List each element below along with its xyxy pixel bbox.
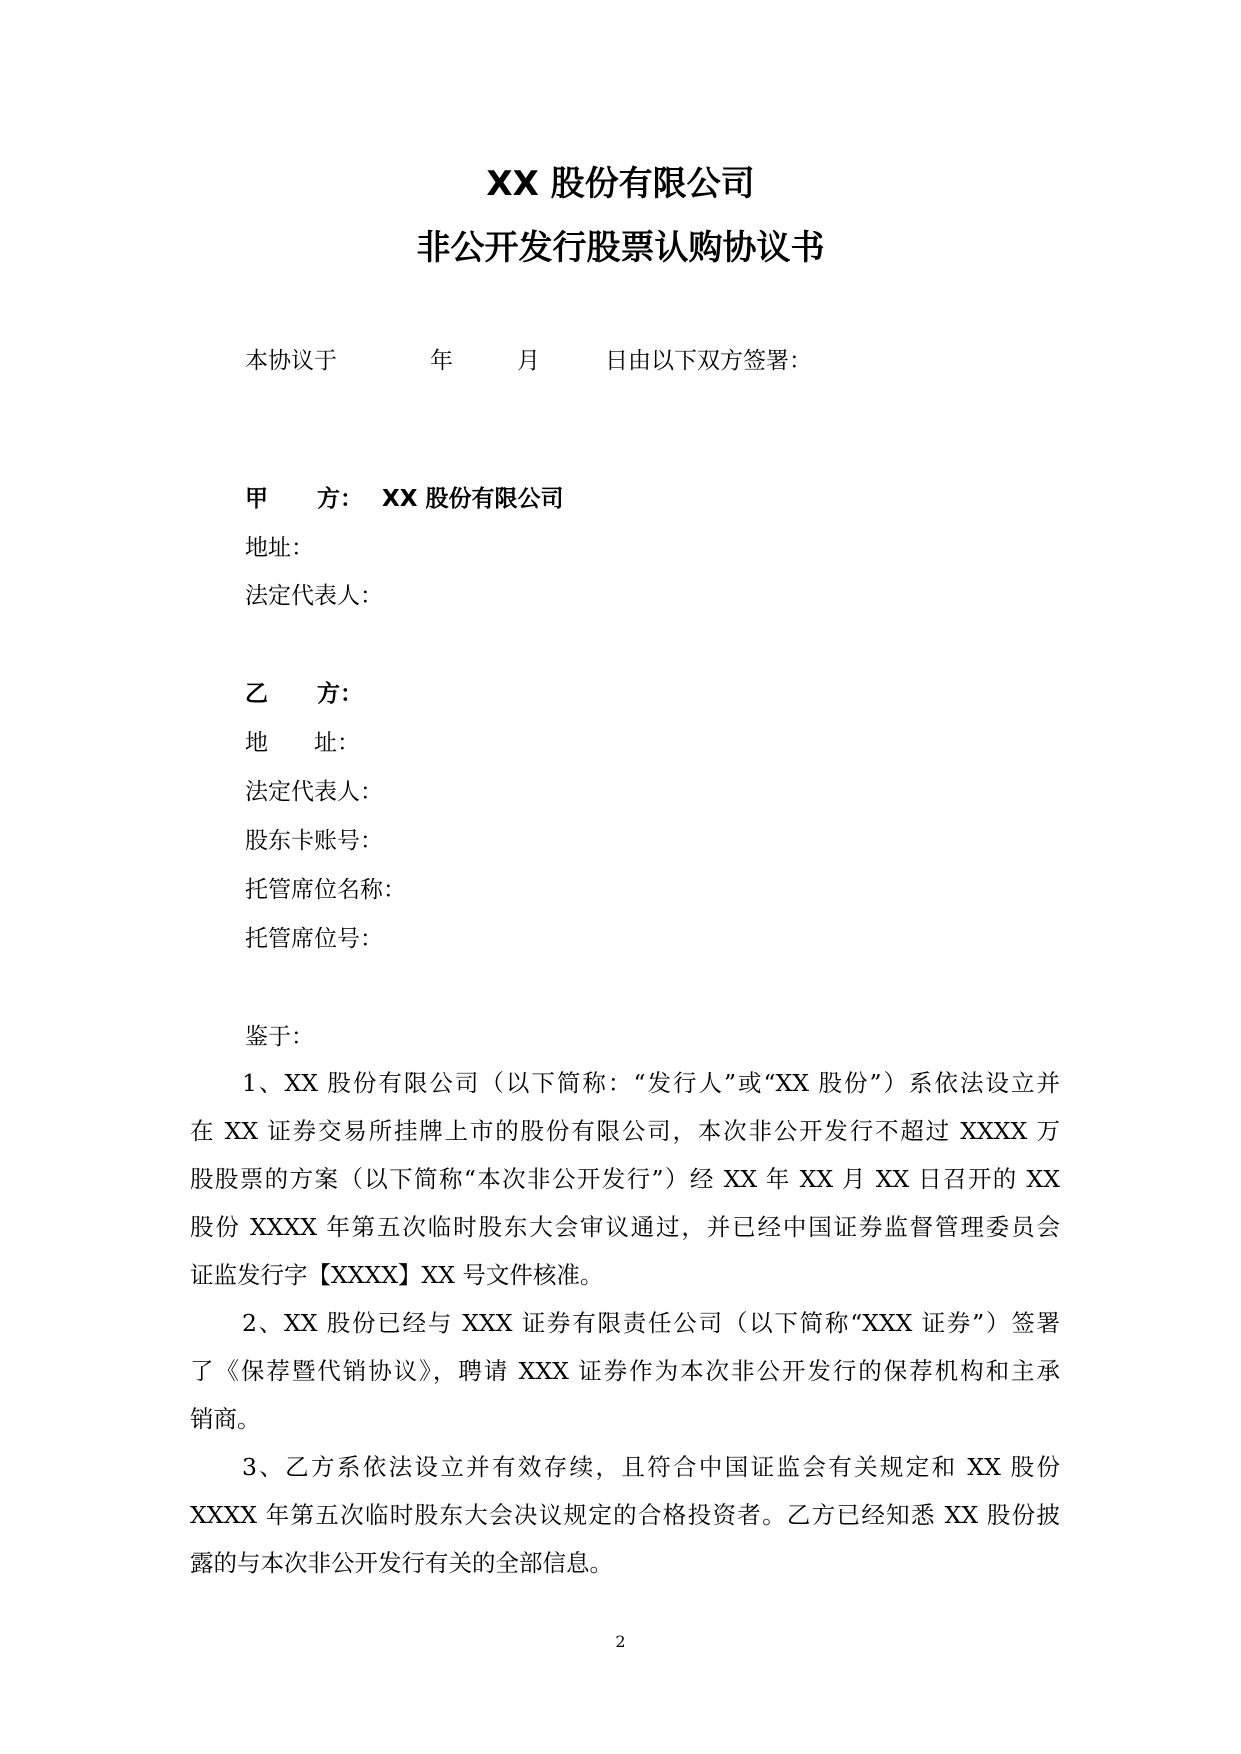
date-suffix: 日由以下双方签署： [605,348,812,374]
party-b-legal-rep: 法定代表人： [245,779,383,805]
page-number: 2 [615,1632,626,1651]
clause-line: 3、乙方系依法设立并有效存续，且符合中国证监会有关规定和 XX 股份 [242,1453,1060,1481]
party-a-label-1: 甲 [245,486,268,512]
date-prefix: 本协议于 [245,348,337,374]
date-year-label: 年 [430,348,453,374]
clause-line: 2、XX 股份已经与 XXX 证券有限责任公司（以下简称“XXX 证券”）签署 [242,1309,1060,1337]
clause-line: 1、XX 股份有限公司（以下简称：“发行人”或“XX 股份”）系依法设立并 [242,1069,1060,1097]
clause-3 [190,1443,1060,1587]
party-b-label-1: 乙 [245,681,268,707]
clause-line: 销商。 [190,1405,261,1433]
party-b-seat-no: 托管席位号： [245,926,383,952]
clause-line: 了《保荐暨代销协议》，聘请 XXX 证券作为本次非公开发行的保荐机构和主承 [190,1357,1060,1385]
clause-line: XXXX 年第五次临时股东大会决议规定的合格投资者。乙方已经知悉 XX 股份披 [190,1501,1060,1529]
clause-2 [190,1299,1060,1443]
party-b-address: 地 址： [245,730,360,756]
company-title: XX 股份有限公司 [486,164,755,204]
party-b-seat-name: 托管席位名称： [245,877,406,903]
party-a-legal-rep: 法定代表人： [245,583,383,609]
clause-line: 露的与本次非公开发行有关的全部信息。 [190,1549,613,1577]
party-a-address: 地址： [245,535,314,561]
clause-line: 证监发行字【XXXX】XX 号文件核准。 [190,1261,604,1289]
clause-1 [190,1059,1060,1299]
clause-line: 股股票的方案（以下简称“本次非公开发行”）经 XX 年 XX 月 XX 日召开的 XX [190,1165,1060,1193]
agreement-title: 非公开发行股票认购协议书 [416,228,825,268]
party-a-name: XX 股份有限公司 [382,486,564,512]
clause-line: 在 XX 证券交易所挂牌上市的股份有限公司，本次非公开发行不超过 XXXX 万 [190,1117,1060,1145]
clause-line: 股份 XXXX 年第五次临时股东大会审议通过，并已经中国证券监督管理委员会 [190,1213,1060,1241]
party-a-label-2: 方： [317,486,363,512]
party-b-account: 股东卡账号： [245,828,383,854]
date-month-label: 月 [517,348,540,374]
whereas-heading: 鉴于： [245,1024,314,1050]
party-b-label-2: 方： [317,681,363,707]
